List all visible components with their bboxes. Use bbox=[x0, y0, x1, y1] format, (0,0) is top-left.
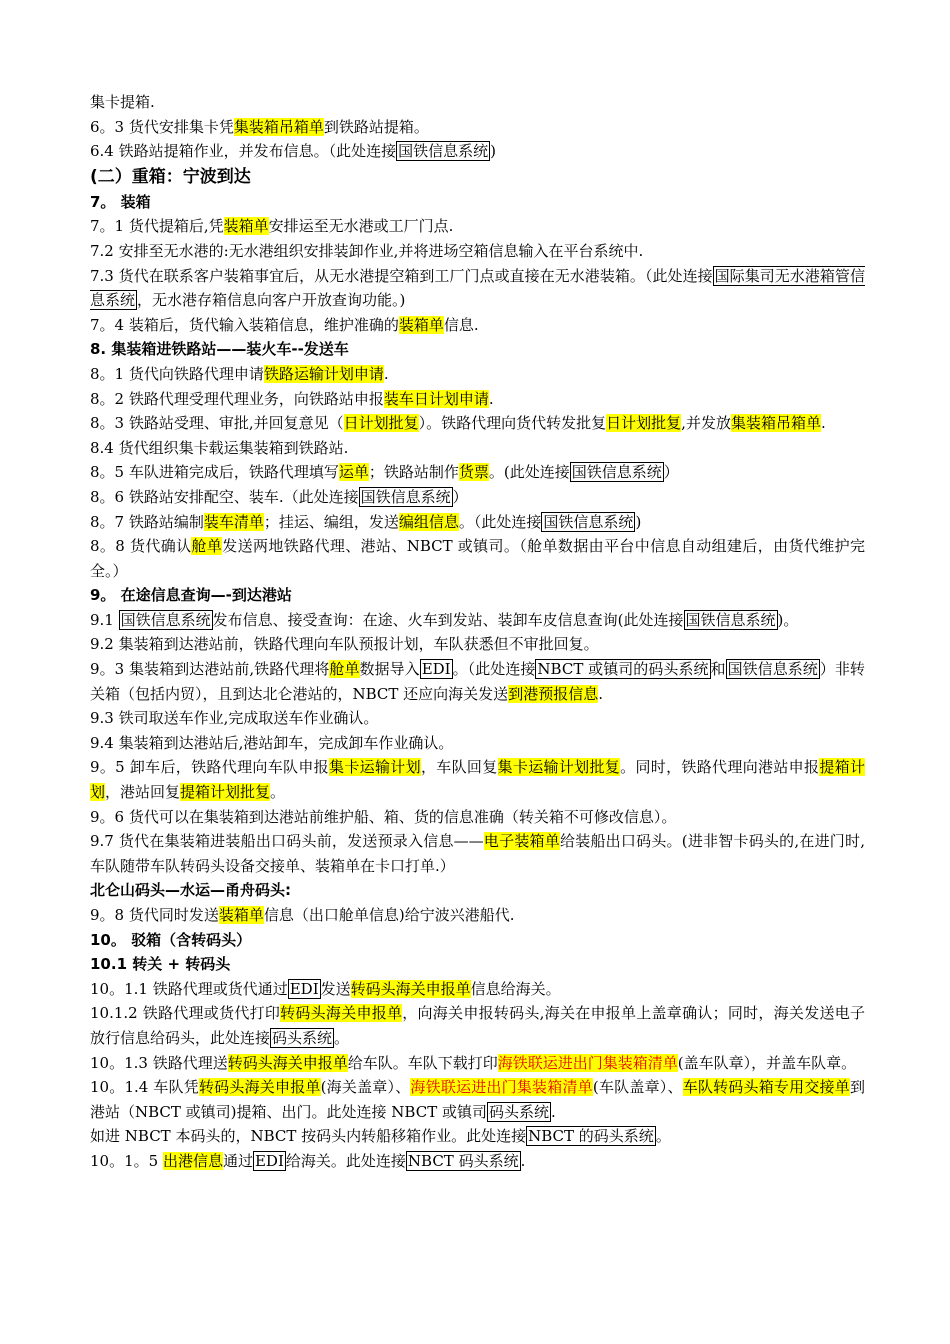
text-run: 8。6 铁路站安排配空、装车.（此处连接 bbox=[90, 487, 359, 506]
text-run: 8。3 铁路站受理、审批,并回复意见（ bbox=[90, 414, 344, 433]
highlighted-term: 提箱计划批复 bbox=[180, 783, 271, 802]
text-run: 。（此处连接 bbox=[452, 660, 536, 679]
paragraph bbox=[90, 1149, 865, 1174]
section-heading bbox=[90, 583, 865, 608]
section-heading bbox=[90, 928, 865, 953]
paragraph bbox=[90, 903, 865, 928]
text-run: ） bbox=[452, 487, 468, 506]
text-run: ,并发放 bbox=[681, 414, 731, 433]
text-run: 如进 NBCT 本码头的，NBCT 按码头内转船移箱作业。此处连接 bbox=[90, 1127, 527, 1146]
paragraph bbox=[90, 214, 865, 239]
paragraph bbox=[90, 115, 865, 140]
boxed-system-link: 国铁信息系统 bbox=[727, 660, 818, 679]
highlighted-term: 电子装箱单 bbox=[483, 832, 560, 851]
text-run: 8. 集装箱进铁路站——装火车--发送车 bbox=[90, 340, 349, 359]
highlighted-term: 提箱计划 bbox=[90, 758, 865, 802]
text-run: 。 bbox=[270, 783, 286, 802]
highlighted-term: 舱单 bbox=[329, 660, 360, 679]
text-run: 10。1.4 车队凭 bbox=[90, 1078, 199, 1097]
section-heading bbox=[90, 337, 865, 362]
text-run: 给海关。此处连接 bbox=[285, 1151, 406, 1170]
text-run: 10。1.1 铁路代理或货代通过 bbox=[90, 979, 288, 998]
highlighted-term: 装箱单 bbox=[218, 906, 264, 924]
text-run: 8。5 车队进箱完成后，铁路代理填写 bbox=[90, 463, 339, 482]
highlighted-term: 转码头海关申报单 bbox=[350, 979, 471, 998]
highlighted-term: 装箱单 bbox=[398, 315, 444, 334]
highlighted-term: 货票 bbox=[458, 463, 489, 482]
text-run: 信息（出口舱单信息)给宁波兴港船代. bbox=[263, 906, 515, 924]
text-run: 8。1 货代向铁路代理申请 bbox=[90, 364, 264, 383]
text-run: 8。7 铁路站编制 bbox=[90, 512, 204, 531]
boxed-system-link: EDI bbox=[254, 1151, 284, 1170]
text-run: 数据导入 bbox=[359, 660, 420, 679]
paragraph bbox=[90, 239, 865, 264]
boxed-system-link: 国铁信息系统 bbox=[571, 463, 662, 482]
text-run: . bbox=[820, 414, 826, 433]
text-run: 7.3 货代在联系客户装箱事宜后，从无水港提空箱到工厂门点或直接在无水港装箱。（此处连接 bbox=[90, 266, 713, 285]
highlighted-term: 日计划批复 bbox=[343, 414, 419, 433]
text-run: 集卡提箱. bbox=[90, 93, 155, 111]
paragraph bbox=[90, 485, 865, 510]
highlighted-term: 舱单 bbox=[191, 537, 223, 556]
text-run: ；挂运、编组，发送 bbox=[263, 512, 399, 531]
section-heading bbox=[90, 952, 865, 977]
text-run: 到港站（NBCT 或镇司)提箱、出门。此处连接 NBCT 或镇司 bbox=[90, 1078, 865, 1121]
paragraph bbox=[90, 731, 865, 756]
text-run: (海关盖章）、 bbox=[320, 1078, 411, 1097]
text-run: (盖车队章），并盖车队章。 bbox=[677, 1053, 857, 1072]
section-heading bbox=[90, 164, 865, 190]
highlighted-term: 转码头海关申报单 bbox=[227, 1053, 348, 1072]
paragraph bbox=[90, 805, 865, 830]
paragraph bbox=[90, 1001, 865, 1050]
text-run: 信息给海关。 bbox=[470, 979, 561, 998]
paragraph bbox=[90, 510, 865, 535]
text-run: 8。8 货代确认 bbox=[90, 537, 192, 556]
paragraph bbox=[90, 706, 865, 731]
paragraph bbox=[90, 608, 865, 633]
boxed-system-link: NBCT 码头系统 bbox=[407, 1151, 519, 1170]
text-run: 安排运至无水港或工厂门点. bbox=[268, 217, 454, 236]
highlighted-term: 到港预报信息 bbox=[508, 684, 599, 703]
highlighted-term: 集装箱吊箱单 bbox=[730, 414, 821, 433]
text-run: 9.4 集装箱到达港站后,港站卸车，完成卸车作业确认。 bbox=[90, 733, 454, 752]
highlighted-term: 集卡运输计划批复 bbox=[497, 758, 621, 777]
text-run: 。（此处连接 bbox=[458, 512, 542, 531]
text-run: . bbox=[488, 389, 494, 408]
highlighted-term: 车队转码头箱专用交接单 bbox=[682, 1078, 850, 1097]
highlighted-term: 日计划批复 bbox=[606, 414, 682, 433]
text-run: 10。1。5 bbox=[90, 1151, 163, 1170]
text-run: 9.7 货代在集装箱进装船出口码头前，发送预录入信息—— bbox=[90, 832, 484, 851]
text-run: 10。 驳箱（含转码头） bbox=[90, 930, 252, 949]
paragraph bbox=[90, 657, 865, 706]
boxed-system-link: 国铁信息系统 bbox=[360, 487, 451, 506]
boxed-system-link: NBCT 的码头系统 bbox=[528, 1127, 654, 1146]
text-run: . bbox=[383, 364, 389, 383]
paragraph bbox=[90, 632, 865, 657]
boxed-system-link: EDI bbox=[421, 660, 451, 679]
paragraph bbox=[90, 90, 865, 115]
text-run: 和 bbox=[710, 660, 726, 679]
highlighted-term: 集卡运输计划 bbox=[329, 758, 421, 777]
text-run: 。同时，铁路代理向港站申报 bbox=[620, 758, 820, 777]
text-run: 10.1.2 铁路代理或货代打印 bbox=[90, 1004, 281, 1023]
text-run: 9。5 卸车后，铁路代理向车队申报 bbox=[90, 758, 329, 777]
text-run: . bbox=[598, 684, 603, 703]
text-run: 通过 bbox=[222, 1151, 253, 1170]
paragraph bbox=[90, 362, 865, 387]
highlighted-term: 编组信息 bbox=[398, 512, 459, 531]
section-heading bbox=[90, 878, 865, 903]
text-run: (车队盖章）、 bbox=[592, 1078, 683, 1097]
paragraph bbox=[90, 829, 865, 878]
text-run: 发布信息、接受查询：在途、火车到发站、装卸车皮信息查询(此处连接 bbox=[212, 610, 684, 629]
text-run: 发送 bbox=[320, 979, 351, 998]
text-run: 7。4 装箱后，货代输入装箱信息，维护准确的 bbox=[90, 315, 399, 334]
text-run: ）非转关箱（包括内贸），且到达北仑港站的，NBCT 还应向海关发送 bbox=[90, 660, 865, 703]
boxed-system-link: 码头系统 bbox=[488, 1102, 549, 1121]
highlighted-term: 运单 bbox=[338, 463, 369, 482]
boxed-system-link: EDI bbox=[289, 979, 319, 998]
paragraph bbox=[90, 411, 865, 436]
text-run: ；铁路站制作 bbox=[368, 463, 459, 482]
text-run: ，车队回复 bbox=[420, 758, 498, 777]
text-run: 6。3 货代安排集卡凭 bbox=[90, 117, 234, 136]
text-run: ，港站回复 bbox=[105, 783, 181, 802]
text-run: 9.1 bbox=[90, 610, 119, 629]
boxed-system-link: 国际集司无水港箱管信息系统 bbox=[90, 266, 865, 310]
text-run: 9.3 铁司取送车作业,完成取送车作业确认。 bbox=[90, 709, 379, 728]
text-run: ）。铁路代理向货代转发批复 bbox=[418, 414, 607, 433]
paragraph bbox=[90, 1075, 865, 1124]
paragraph bbox=[90, 977, 865, 1002]
paragraph bbox=[90, 755, 865, 804]
text-run: 9。3 集装箱到达港站前,铁路代理将 bbox=[90, 660, 330, 679]
highlighted-term: 海铁联运进出门集装箱清单 bbox=[497, 1053, 678, 1072]
highlighted-term: 装车日计划申请 bbox=[383, 389, 489, 408]
text-run: . bbox=[551, 1102, 556, 1121]
highlighted-term: 出港信息 bbox=[162, 1151, 223, 1170]
highlighted-term: 海铁联运进出门集装箱清单 bbox=[410, 1078, 593, 1097]
paragraph bbox=[90, 460, 865, 485]
text-run: 9.2 集装箱到达港站前，铁路代理向车队预报计划，车队获悉但不审批回复。 bbox=[90, 635, 599, 654]
text-run: 10.1 转关 + 转码头 bbox=[90, 955, 231, 974]
text-run: 10。1.3 铁路代理送 bbox=[90, 1053, 228, 1072]
text-run: 北仑山码头—水运—甬舟码头: bbox=[90, 881, 291, 900]
paragraph bbox=[90, 139, 865, 164]
highlighted-term: 转码头海关申报单 bbox=[198, 1078, 321, 1097]
text-run: ，向海关申报转码头,海关在申报单上盖章确认；同时，海关发送电子放行信息给码头，此处连接 bbox=[90, 1004, 865, 1047]
text-run: (二）重箱：宁波到达 bbox=[90, 166, 251, 187]
boxed-system-link: NBCT 或镇司的码头系统 bbox=[537, 660, 709, 679]
text-run: 信息. bbox=[443, 315, 479, 334]
text-run: 到铁路站提箱。 bbox=[323, 117, 429, 136]
text-run: 发送两地铁路代理、港站、NBCT 或镇司。（舱单数据由平台中信息自动组建后，由货代维护完全。） bbox=[90, 537, 865, 580]
text-run: 给装船出口码头。(进非智卡码头的,在进门时,车队随带车队转码头设备交接单、装箱单在卡口打单.） bbox=[90, 832, 865, 875]
highlighted-term: 转码头海关申报单 bbox=[280, 1004, 403, 1023]
paragraph bbox=[90, 264, 865, 313]
text-run: )。 bbox=[777, 610, 799, 629]
paragraph bbox=[90, 436, 865, 461]
paragraph bbox=[90, 387, 865, 412]
text-run: 给车队。车队下载打印 bbox=[347, 1053, 498, 1072]
text-run: 7.2 安排至无水港的:无水港组织安排装卸作业,并将进场空箱信息输入在平台系统中. bbox=[90, 241, 644, 260]
text-run: 7。 装箱 bbox=[90, 192, 151, 211]
highlighted-term: 铁路运输计划申请 bbox=[263, 364, 384, 383]
paragraph bbox=[90, 1124, 865, 1149]
text-run: 8.4 货代组织集卡载运集装箱到铁路站. bbox=[90, 438, 349, 457]
section-heading bbox=[90, 190, 865, 215]
text-run: ) bbox=[635, 512, 642, 531]
paragraph bbox=[90, 313, 865, 338]
highlighted-term: 装箱单 bbox=[223, 217, 269, 236]
boxed-system-link: 国铁信息系统 bbox=[398, 142, 489, 161]
boxed-system-link: 国铁信息系统 bbox=[543, 512, 634, 531]
text-run: ) bbox=[490, 142, 497, 161]
text-run: 6.4 铁路站提箱作业，并发布信息。（此处连接 bbox=[90, 142, 397, 161]
text-run: 。 bbox=[655, 1127, 671, 1146]
document-body bbox=[90, 90, 865, 1174]
boxed-system-link: 国铁信息系统 bbox=[685, 610, 776, 629]
text-run: 7。1 货代提箱后,凭 bbox=[90, 217, 224, 236]
paragraph bbox=[90, 534, 865, 583]
highlighted-term: 装车清单 bbox=[203, 512, 264, 531]
paragraph bbox=[90, 1051, 865, 1076]
highlighted-term: 集装箱吊箱单 bbox=[233, 117, 324, 136]
text-run: ，无水港存箱信息向客户开放查询功能。) bbox=[137, 291, 406, 310]
text-run: 。(此处连接 bbox=[488, 463, 570, 482]
text-run: 9。6 货代可以在集装箱到达港站前维护船、箱、货的信息准确（转关箱不可修改信息）。 bbox=[90, 807, 677, 826]
text-run: 9。8 货代同时发送 bbox=[90, 906, 219, 924]
text-run: 8。2 铁路代理受理代理业务，向铁路站申报 bbox=[90, 389, 384, 408]
text-run: 9。 在途信息查询—-到达港站 bbox=[90, 586, 292, 605]
boxed-system-link: 国铁信息系统 bbox=[120, 610, 211, 629]
text-run: 。 bbox=[334, 1028, 350, 1047]
text-run: ） bbox=[663, 463, 679, 482]
boxed-system-link: 码头系统 bbox=[272, 1028, 333, 1047]
text-run: . bbox=[520, 1151, 526, 1170]
